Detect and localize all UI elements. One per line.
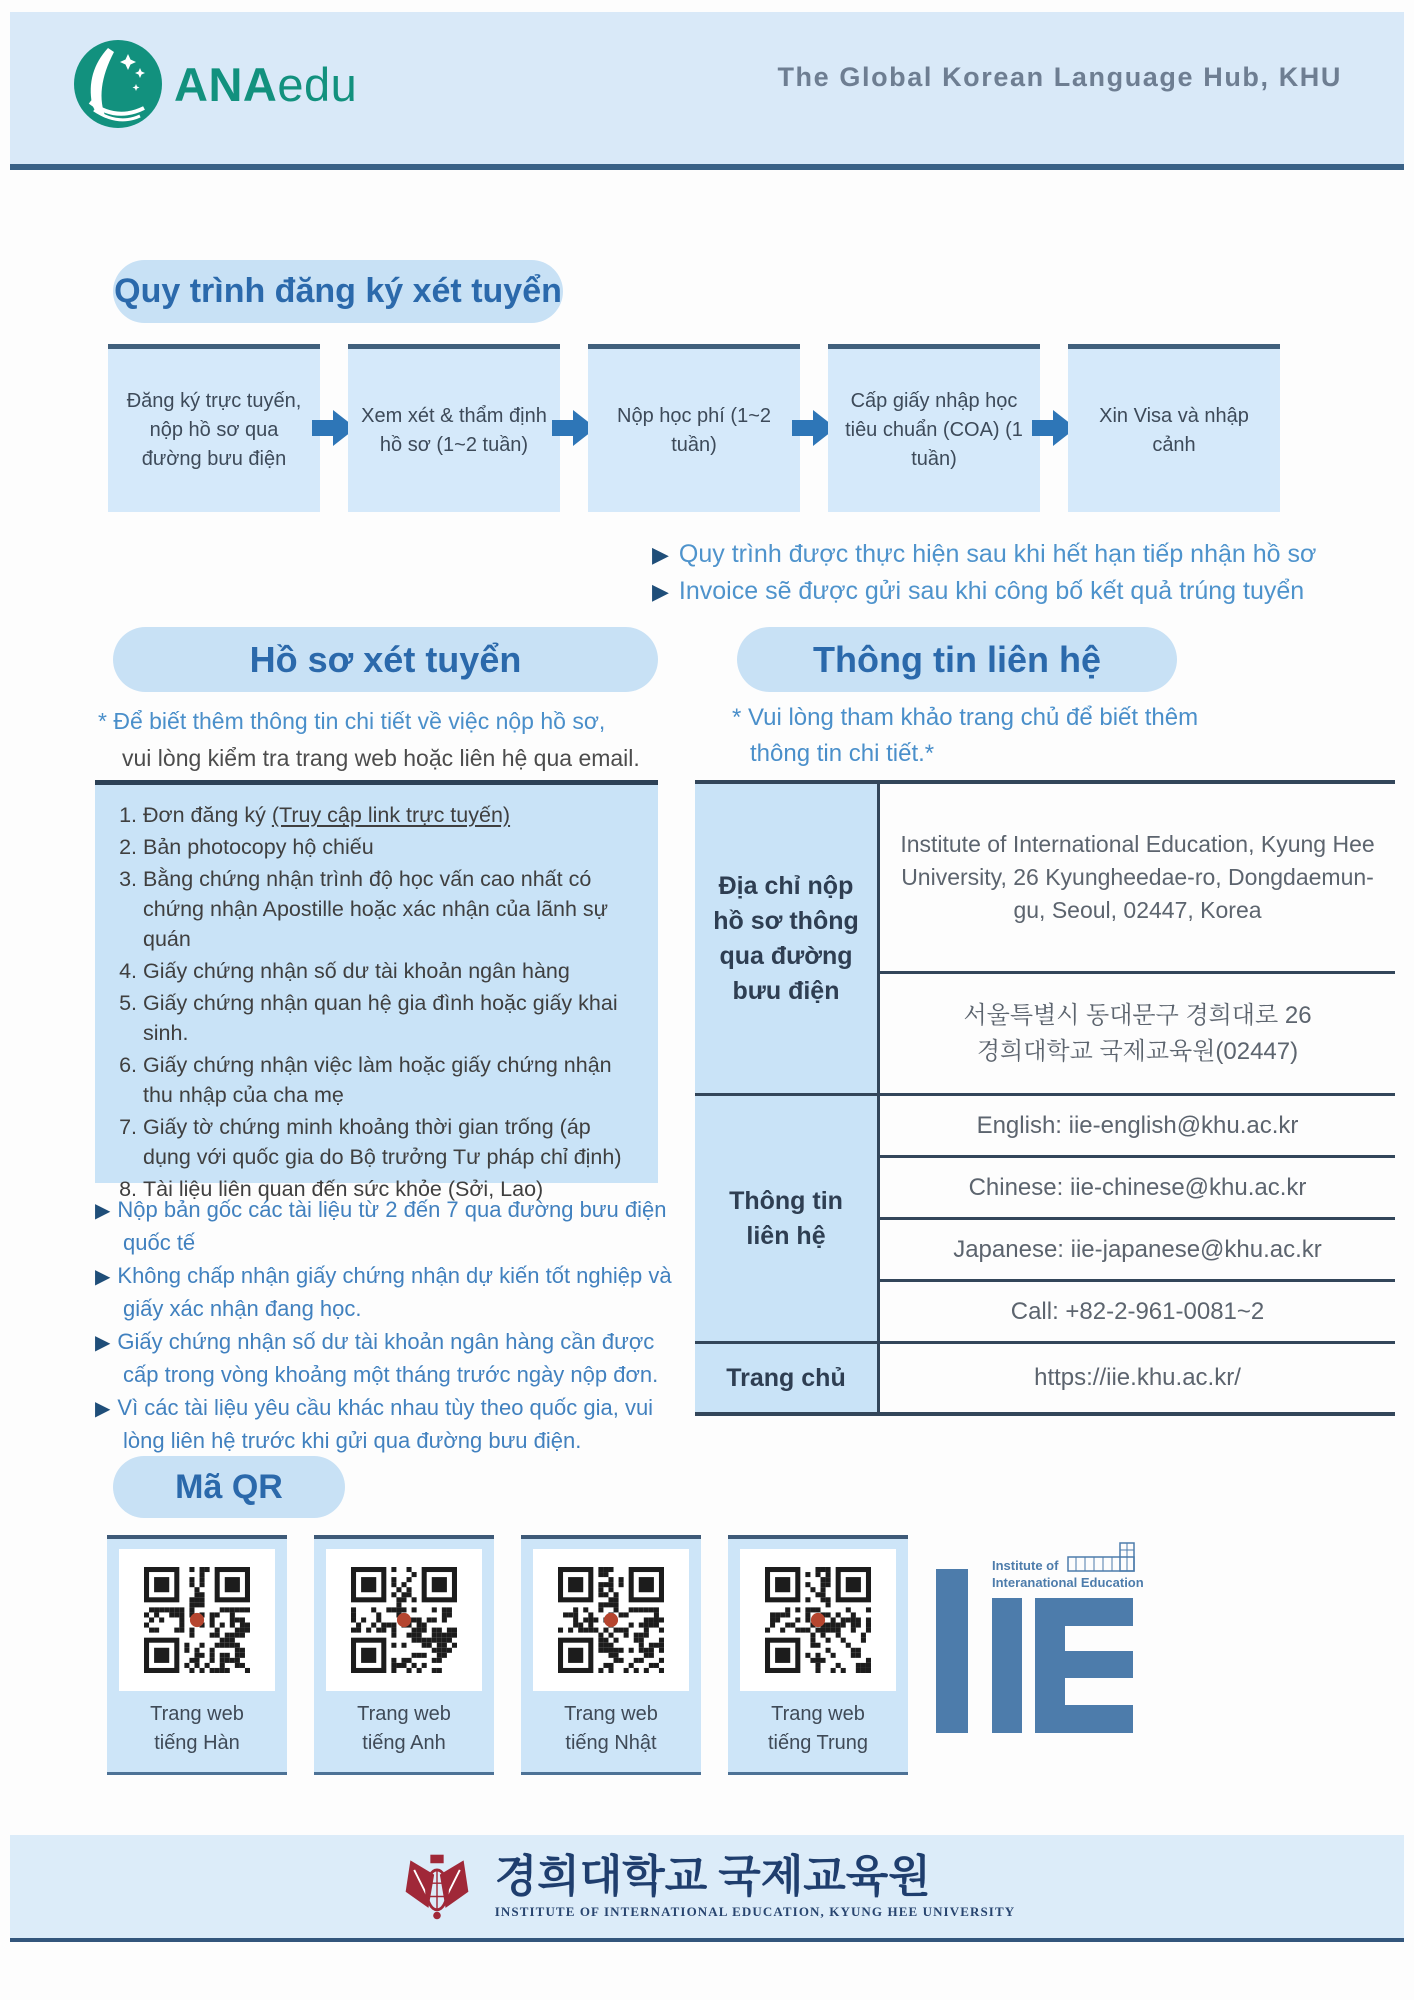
- iie-letter-e-arm: [1035, 1705, 1133, 1733]
- email-english-cell: English: iie-english@khu.ac.kr: [880, 1096, 1395, 1158]
- brand-light: edu: [277, 57, 358, 111]
- iie-caption: Institute of Interanational Education: [992, 1558, 1144, 1590]
- documents-note-line2: vui lòng kiểm tra trang web hoặc liên hệ qua email.: [122, 745, 640, 771]
- document-item: 7. Giấy tờ chứng minh khoảng thời gian trống (áp dụng với quốc gia do Bộ trưởng Tư pháp chỉ định): [143, 1112, 640, 1172]
- qr-label: Trang web tiếng Anh: [357, 1703, 451, 1754]
- qr-frame: [119, 1549, 275, 1691]
- triangle-bullet-icon: ▶: [95, 1398, 111, 1420]
- process-note: ▶ Quy trình được thực hiện sau khi hết hạn tiếp nhận hồ sơ: [652, 540, 1317, 568]
- address-english-cell: Institute of International Education, Kyung Hee University, 26 Kyungheedae-ro, Dongdaemun-gu, Seoul, 02447, Korea: [880, 784, 1395, 974]
- contact-note-line1: * Vui lòng tham khảo trang chủ để biết thêm: [732, 704, 1199, 731]
- application-process-flow: [108, 344, 1270, 512]
- qr-code-chinese-site: [765, 1567, 871, 1673]
- document-bullet: ▶ Vì các tài liệu yêu cầu khác nhau tùy theo quốc gia, vui lòng liên hệ trước khi gửi qua đường bưu điện.: [95, 1395, 654, 1453]
- qr-card-korean: [107, 1535, 287, 1775]
- qr-label: Trang web tiếng Nhật: [564, 1703, 658, 1754]
- document-item: 1. Đơn đăng ký (Truy cập link trực tuyến): [143, 800, 640, 830]
- iie-letter-i2: [992, 1598, 1022, 1733]
- document-item: 8. Tài liệu liên quan đến sức khỏe (Sởi, Lao): [143, 1174, 640, 1204]
- process-step-1: Đăng ký trực tuyến, nộp hồ sơ qua đường bưu điện: [108, 344, 320, 512]
- triangle-bullet-icon: ▶: [95, 1266, 111, 1288]
- process-step-5: Xin Visa và nhập cảnh: [1068, 344, 1280, 512]
- iie-logo: [936, 1545, 1196, 1745]
- footer-english-name: INSTITUTE OF INTERNATIONAL EDUCATION, KYUNG HEE UNIVERSITY: [494, 1903, 1016, 1919]
- qr-code-english-site: [351, 1567, 457, 1673]
- process-section-title: Quy trình đăng ký xét tuyển: [113, 260, 563, 323]
- homepage-url[interactable]: https://iie.khu.ac.kr/: [1034, 1364, 1241, 1391]
- header-tagline: The Global Korean Language Hub, KHU: [777, 62, 1342, 92]
- address-korean-line1: 서울특별시 동대문구 경희대로 26: [963, 1001, 1312, 1029]
- process-step-2: Xem xét & thẩm định hồ sơ (1~2 tuần): [348, 344, 560, 512]
- document-bullet: ▶ Không chấp nhận giấy chứng nhận dự kiến tốt nghiệp và giấy xác nhận đang học.: [95, 1263, 672, 1321]
- documents-bullet-notes: [95, 1194, 691, 1458]
- iie-letter-e-arm: [1035, 1598, 1133, 1626]
- iie-letter-i1: [936, 1569, 968, 1733]
- qr-frame: [740, 1549, 896, 1691]
- qr-card-chinese: [728, 1535, 908, 1775]
- email-japanese-cell: Japanese: iie-japanese@khu.ac.kr: [880, 1220, 1395, 1282]
- phone-cell: Call: +82-2-961-0081~2: [880, 1282, 1395, 1344]
- qr-label: Trang web tiếng Hàn: [150, 1703, 244, 1754]
- contact-note: [732, 700, 1332, 772]
- contact-section-title: Thông tin liên hệ: [737, 627, 1177, 692]
- arrow-right-icon: [1040, 344, 1068, 512]
- qr-label: Trang web tiếng Trung: [767, 1703, 869, 1754]
- qr-code-korean-site: [144, 1567, 250, 1673]
- contact-note-line2: thông tin chi tiết.*: [750, 740, 935, 767]
- contact-table: [695, 780, 1395, 1416]
- contact-label-cell: Thông tin liên hệ: [695, 1096, 880, 1344]
- brand-bold: ANA: [174, 57, 278, 111]
- triangle-bullet-icon: ▶: [652, 542, 669, 567]
- qr-frame: [326, 1549, 482, 1691]
- homepage-label-cell: Trang chủ: [695, 1344, 880, 1412]
- documents-list: [101, 800, 640, 1204]
- documents-section-title: Hồ sơ xét tuyển: [113, 627, 658, 692]
- anaedu-globe-icon: [72, 38, 164, 130]
- triangle-bullet-icon: ▶: [652, 579, 669, 604]
- document-item: 4. Giấy chứng nhận số dư tài khoản ngân hàng: [143, 956, 640, 986]
- process-notes: [652, 536, 1372, 610]
- arrow-right-icon: [560, 344, 588, 512]
- document-item: 2. Bản photocopy hộ chiếu: [143, 832, 640, 862]
- documents-note: [98, 703, 670, 777]
- qr-code-japanese-site: [558, 1567, 664, 1673]
- qr-section-title: Mã QR: [113, 1456, 345, 1518]
- anaedu-logo: [72, 38, 357, 130]
- document-bullet: ▶ Giấy chứng nhận số dư tài khoản ngân hàng cần được cấp trong vòng khoảng một tháng trước ngày nộp đơn.: [95, 1329, 659, 1387]
- documents-list-box: [95, 780, 658, 1201]
- kyunghee-emblem-icon: [399, 1849, 475, 1925]
- triangle-bullet-icon: ▶: [95, 1200, 111, 1222]
- email-chinese-cell: Chinese: iie-chinese@khu.ac.kr: [880, 1158, 1395, 1220]
- address-label-cell: Địa chỉ nộp hồ sơ thông qua đường bưu điện: [695, 784, 880, 1096]
- arrow-right-icon: [800, 344, 828, 512]
- online-application-link[interactable]: (Truy cập link trực tuyến): [271, 803, 511, 827]
- qr-card-japanese: [521, 1535, 701, 1775]
- header-band: [10, 12, 1404, 170]
- iie-letter-e-arm: [1035, 1651, 1133, 1678]
- document-item: 3. Bằng chứng nhận trình độ học vấn cao nhất có chứng nhận Apostille hoặc xác nhận của lãnh sự quán: [143, 864, 640, 954]
- address-korean-line2: 경희대학교 국제교육원(02447): [976, 1037, 1299, 1065]
- document-bullet: ▶ Nộp bản gốc các tài liệu từ 2 đến 7 qua đường bưu điện quốc tế: [95, 1197, 667, 1255]
- document-item: 5. Giấy chứng nhận quan hệ gia đình hoặc giấy khai sinh.: [143, 988, 640, 1048]
- documents-note-line1: * Để biết thêm thông tin chi tiết về việc nộp hồ sơ,: [98, 708, 606, 734]
- qr-frame: [533, 1549, 689, 1691]
- address-korean-cell: [880, 974, 1395, 1096]
- document-item: 6. Giấy chứng nhận việc làm hoặc giấy chứng nhận thu nhập của cha mẹ: [143, 1050, 640, 1110]
- footer-logo-text: [494, 1851, 1016, 1920]
- footer-korean-name: 경희대학교 국제교육원: [494, 1851, 931, 1901]
- brand-wordmark: [174, 57, 357, 112]
- qr-card-english: [314, 1535, 494, 1775]
- triangle-bullet-icon: ▶: [95, 1332, 111, 1354]
- footer-band: [10, 1835, 1404, 1942]
- process-step-3: Nộp học phí (1~2 tuần): [588, 344, 800, 512]
- arrow-right-icon: [320, 344, 348, 512]
- process-step-4: Cấp giấy nhập học tiêu chuẩn (COA) (1 tuần): [828, 344, 1040, 512]
- process-note: ▶ Invoice sẽ được gửi sau khi công bố kết quả trúng tuyển: [652, 577, 1305, 605]
